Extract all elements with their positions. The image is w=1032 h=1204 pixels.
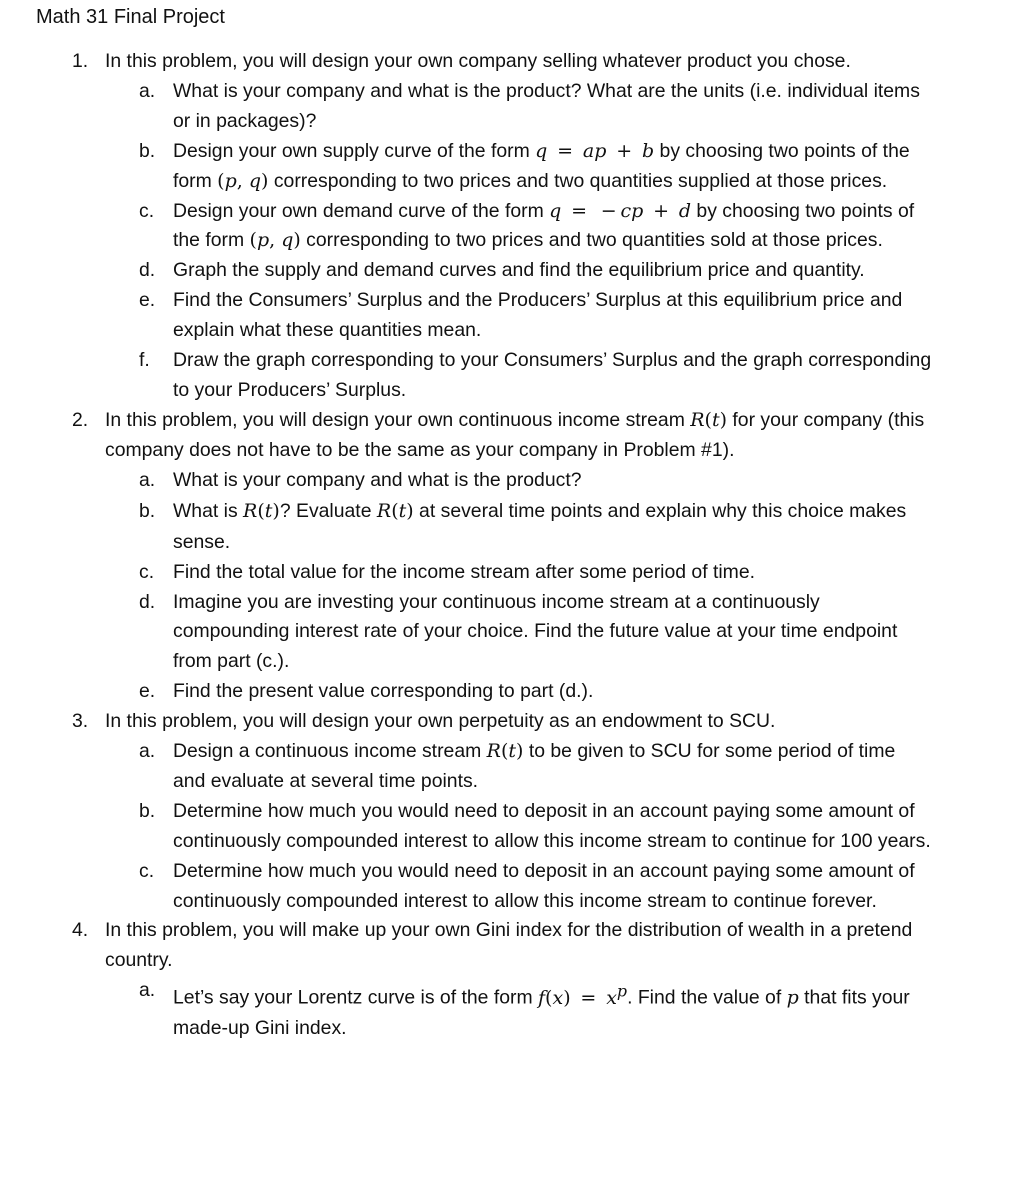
part-text-after: corresponding to two prices and two quantities supplied at those prices. [268,169,888,192]
problem-number: 2. [72,408,89,431]
part-text-before: Design your own supply curve of the form [173,139,536,162]
part-text-middle: by choosing two points of the form [173,139,910,192]
problem-1-parts [105,77,932,406]
problem-2 [0,406,1032,707]
part-text-after: to be given to SCU for some period of time and evaluate at several time points. [173,740,896,792]
document-title: Math 31 Final Project [36,6,225,28]
problem-3-parts [105,737,932,916]
part-1d [105,256,932,286]
demand-equation: q = − cp + d [549,199,692,222]
part-text: Determine how much you would need to deposit in an account paying some amount of continuously compounded interest to allow this income stream to continue forever. [173,859,915,912]
problem-number: 3. [72,710,89,733]
problem-intro: In this problem, you will make up your own Gini index for the distribution of wealth in a pretend country. [105,919,913,972]
lorentz-equation: $f(x) = x^p$ [538,981,628,1009]
problem-2-parts [105,466,932,707]
part-3a [105,737,932,797]
problem-list [0,47,1032,1043]
part-letter: a. [139,79,156,102]
supply-equation: q = ap + b [535,139,655,162]
part-4a [105,976,932,1043]
part-letter: c. [139,199,155,222]
part-text: What is your company and what is the product? What are the units (i.e. individual items or in packages)? [173,79,920,132]
part-letter: e. [139,289,156,312]
income-stream-notation: R(t) [690,408,728,431]
part-text-before: Design a continuous income stream [173,740,487,763]
part-1f [105,346,932,406]
part-text-after: corresponding to two prices and two quantities sold at those prices. [300,229,883,252]
part-letter: c. [139,859,155,882]
part-letter: a. [139,740,156,763]
part-letter: f. [139,349,150,372]
problem-intro: In this problem, you will design your own perpetuity as an endowment to SCU. [105,710,776,733]
part-3b [105,797,932,857]
problem-intro-before: In this problem, you will design your own continuous income stream [105,408,691,431]
point-notation: (p, q) [217,169,269,192]
part-letter: d. [139,590,156,613]
part-letter: c. [139,560,155,583]
part-2b [105,496,932,558]
problem-intro-after: for your company (this company does not have to be the same as your company in Problem #1). [105,408,925,461]
part-text: Graph the supply and demand curves and find the equilibrium price and quantity. [173,259,865,282]
part-text: Find the Consumers’ Surplus and the Producers’ Surplus at this equilibrium price and explain what these quantities mean. [173,289,903,342]
problem-1 [0,47,1032,406]
income-stream-notation: R(t) [243,499,280,522]
part-letter: b. [139,139,156,162]
part-1a [105,77,932,137]
part-3c [105,857,932,917]
part-letter: b. [139,799,156,822]
part-text: Draw the graph corresponding to your Consumers’ Surplus and the graph corresponding to your Producers’ Surplus. [173,349,932,401]
part-text-middle: ? Evaluate [279,499,377,522]
part-text-before: Design your own demand curve of the form [173,199,550,222]
problem-intro: In this problem, you will design your own company selling whatever product you chose. [105,50,851,72]
income-stream-notation: R(t) [486,740,524,763]
part-2e [105,677,932,707]
part-1b [105,137,932,197]
part-2d [105,588,932,678]
part-text: Determine how much you would need to deposit in an account paying some amount of continuously compounded interest to allow this income stream to continue for 100 years. [173,799,931,852]
problem-4-parts [105,976,932,1043]
income-stream-notation: R(t) [376,499,414,522]
part-2c [105,558,932,588]
problem-number: 4. [72,919,89,942]
exponent-variable: p [786,986,799,1009]
problem-4 [0,916,1032,1043]
part-text: Imagine you are investing your continuous income stream at a continuously compounding interest rate of your choice. Find the future value at your time endpoint from part (c.). [173,590,898,673]
part-letter: e. [139,680,156,703]
part-text-middle: . Find the value of [627,986,787,1009]
part-1c [105,197,932,257]
part-text: What is your company and what is the product? [173,468,582,491]
problem-number: 1. [72,50,89,72]
part-letter: d. [139,259,156,282]
part-text-after: that fits your made-up Gini index. [173,986,910,1039]
part-2a [105,466,932,496]
part-text: Find the total value for the income stream after some period of time. [173,560,755,583]
part-text-before: What is [173,499,244,522]
part-letter: b. [139,499,156,522]
part-letter: a. [139,979,156,1002]
part-text-middle: by choosing two points of the form [173,199,915,252]
part-text-before: Let’s say your Lorentz curve is of the form [173,986,538,1009]
part-letter: a. [139,468,156,491]
part-1e [105,286,932,346]
problem-3 [0,707,1032,916]
part-text: Find the present value corresponding to part (d.). [173,680,594,703]
point-notation: (p, q) [249,229,301,252]
part-text-after: at several time points and explain why this choice makes sense. [173,499,907,553]
